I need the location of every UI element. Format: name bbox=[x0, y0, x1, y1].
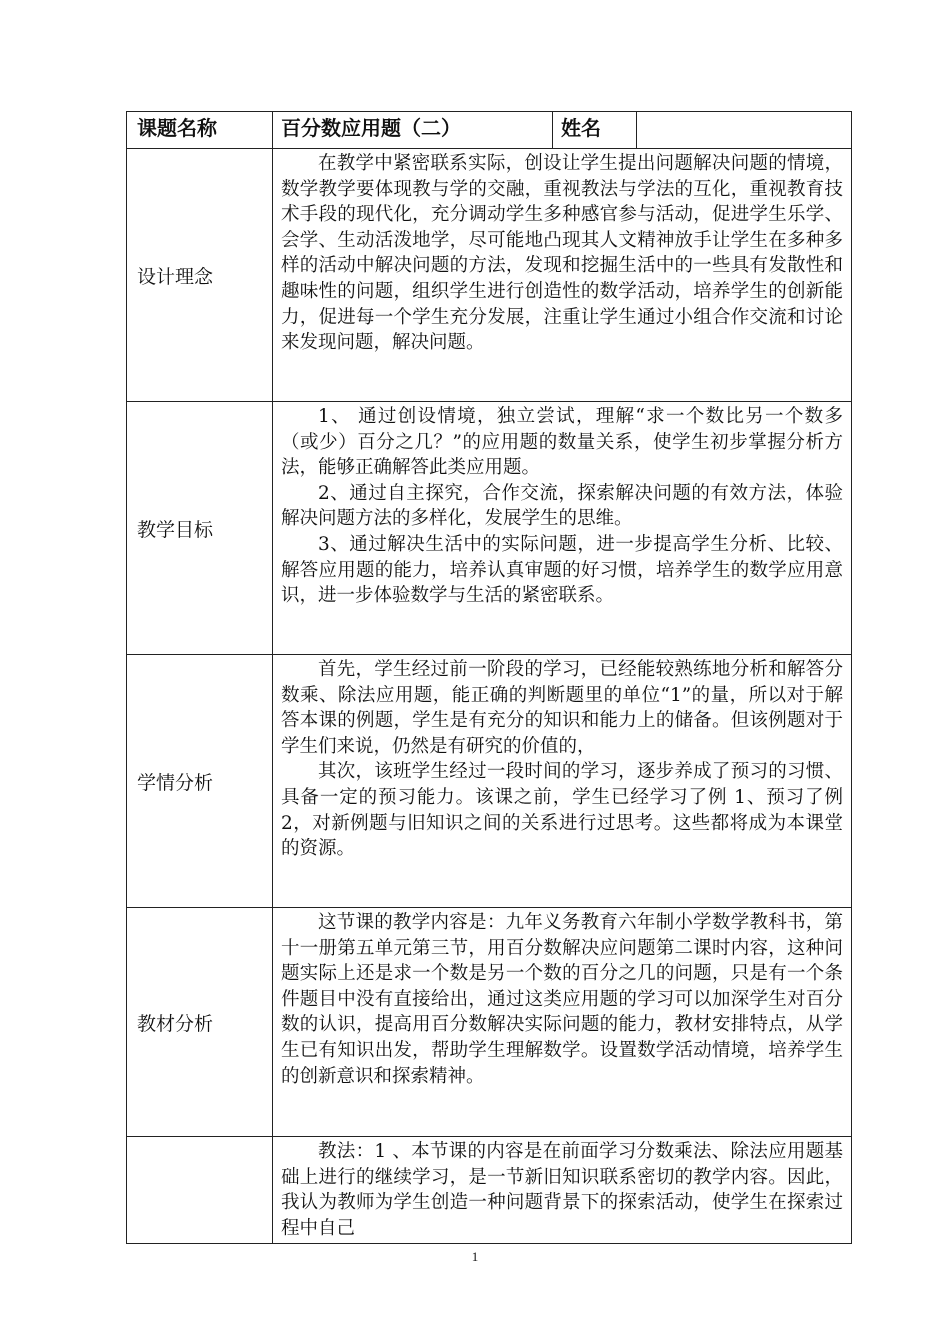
section-row-materials bbox=[127, 908, 852, 1137]
paragraph: 1、 通过创设情境，独立尝试，理解“求一个数比另一个数多（或少）百分之几？”的应用题的数量关系，使学生初步掌握分析方法，能够正确解答此类应用题。 bbox=[281, 406, 843, 479]
paragraph: 教法：1 、本节课的内容是在前面学习分数乘法、除法应用题基础上进行的继续学习，是一节新旧知识联系密切的教学内容。因此，我认为教师为学生创造一种问题背景下的探索活动，使学生在探索过程中自己 bbox=[281, 1141, 843, 1239]
name-value bbox=[637, 112, 852, 149]
section-content bbox=[273, 149, 852, 402]
section-content bbox=[273, 908, 852, 1137]
paragraph: 在教学中紧密联系实际，创设让学生提出问题解决问题的情境，数学教学要体现教与学的交融，重视教法与学法的互化，重视教育技术手段的现代化，充分调动学生多种感官参与活动，促进学生乐学、会学、生动活泼地学，尽可能地凸现其人文精神放手让学生在多种多样的活动中解决问题的方法，发现和挖掘生活中的一些具有发散性和趣味性的问题，组织学生进行创造性的数学活动，培养学生的创新能力，促进每一个学生充分发展，注重让学生通过小组合作交流和讨论来发现问题，解决问题。 bbox=[281, 153, 843, 354]
course-title-label: 课题名称 bbox=[127, 112, 273, 149]
section-row-design bbox=[127, 149, 852, 402]
header-row bbox=[127, 112, 852, 149]
section-label: 教学目标 bbox=[127, 402, 273, 655]
section-label: 教材分析 bbox=[127, 908, 273, 1137]
section-content bbox=[273, 655, 852, 908]
paragraph: 首先，学生经过前一阶段的学习，已经能较熟练地分析和解答分数乘、除法应用题，能正确的判断题里的单位“1”的量，所以对于解答本课的例题，学生是有充分的知识和能力上的储备。但该例题对于学生们来说，仍然是有研究的价值的， bbox=[281, 659, 843, 757]
section-label bbox=[127, 1137, 273, 1244]
page-number: 1 bbox=[471, 1249, 479, 1264]
lesson-plan-table bbox=[126, 111, 852, 1244]
section-content bbox=[273, 402, 852, 655]
paragraph: 这节课的教学内容是：九年义务教育六年制小学数学教科书，第十一册第五单元第三节，用百分数解决应问题第二课时内容，这种问题实际上还是求一个数是另一个数的百分之几的问题，只是有一个条件题目中没有直接给出，通过这类应用题的学习可以加深学生对百分数的认识，提高用百分数解决实际问题的能力，教材安排特点，从学生已有知识出发，帮助学生理解数学。设置数学活动情境，培养学生的创新意识和探索精神。 bbox=[281, 912, 843, 1087]
section-row-goals bbox=[127, 402, 852, 655]
section-row-methods bbox=[127, 1137, 852, 1244]
section-label: 学情分析 bbox=[127, 655, 273, 908]
section-row-students bbox=[127, 655, 852, 908]
paragraph: 其次，该班学生经过一段时间的学习，逐步养成了预习的习惯、具备一定的预习能力。该课之前，学生已经学习了例 1、预习了例 2，对新例题与旧知识之间的关系进行过思考。这些都将成为本课堂的资源。 bbox=[281, 761, 843, 860]
course-title-value: 百分数应用题（二） bbox=[273, 112, 553, 149]
name-label: 姓名 bbox=[553, 112, 637, 149]
section-content bbox=[273, 1137, 852, 1244]
paragraph: 2、通过自主探究，合作交流，探索解决问题的有效方法，体验解决问题方法的多样化，发展学生的思维。 bbox=[281, 482, 843, 530]
section-label: 设计理念 bbox=[127, 149, 273, 402]
paragraph: 3、通过解决生活中的实际问题，进一步提高学生分析、比较、解答应用题的能力，培养认真审题的好习惯，培养学生的数学应用意识，进一步体验数学与生活的紧密联系。 bbox=[281, 533, 843, 607]
